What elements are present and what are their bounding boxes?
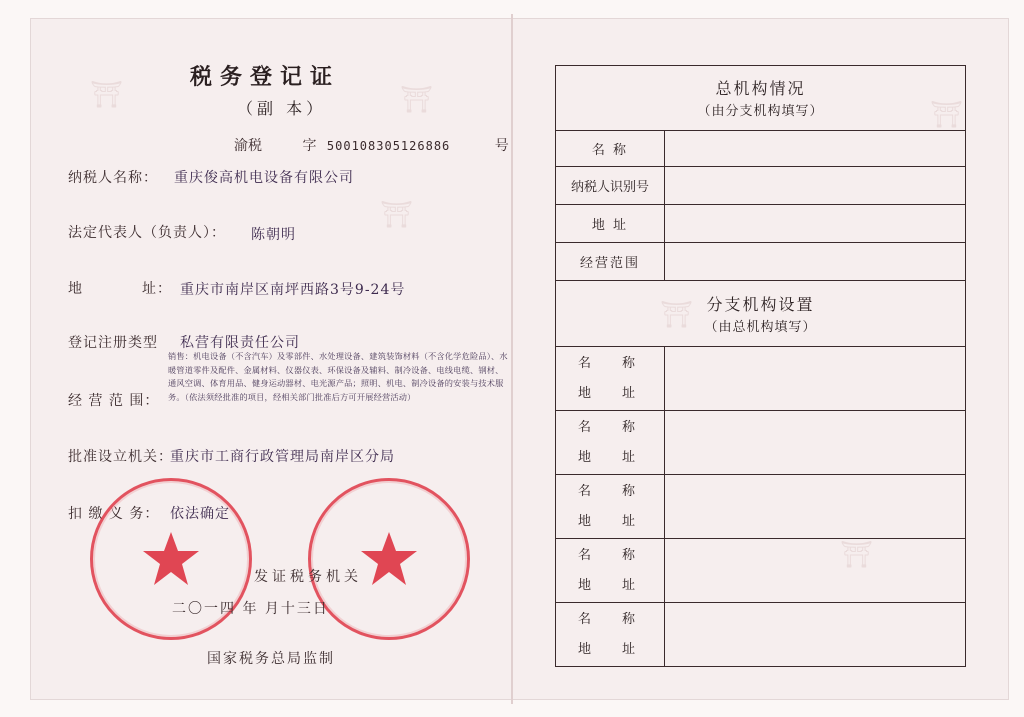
taxpayer-name: 重庆俊高机电设备有限公司 — [174, 170, 354, 186]
legal-rep-label: 法定代表人（负责人）： — [68, 225, 226, 241]
row-label: 经营范围 — [579, 256, 640, 271]
business-scope: 销售：机电设备（不含汽车）及零部件、水处理设备、建筑装饰材料（不含化学危险品）、水暖管道零件及配件、金属材料、仪器仪表、环保设备及辅料、制冷设备、电线电缆、钢材、通风空调、体育用品、健身运动器材、电光源产品；照明、机电、制冷设备的安装与技术服务。（依法须经批准的项目，经相关部门批准后方可开展经营活动） — [168, 351, 508, 402]
number-suffix: 号 — [494, 138, 509, 154]
certificate-title: 税务登记证 — [190, 64, 341, 90]
star-icon — [359, 529, 419, 589]
scope-label: 经 营 范 围： — [68, 393, 160, 409]
withholding-value: 依法确定 — [170, 506, 230, 522]
watermark-icon: ⛩ — [90, 80, 124, 110]
branch-info-table: 总机构情况 （由分支机构填写） 名 称 纳税人识别号 地 址 经营范围 分支机构设置 （由总机构填写） 名 称 地 址 名 称 地 址 名 称 地 址 名 称 地 址 名 称 地 址 — [555, 65, 966, 667]
address-label-a: 地 — [68, 281, 83, 297]
certificate-number: 500108305126886 — [326, 139, 451, 153]
watermark-icon: ⛩ — [380, 200, 414, 230]
watermark-icon: ⛩ — [660, 300, 694, 330]
approval-authority: 重庆市工商行政管理局南岸区分局 — [170, 449, 395, 465]
reg-type: 私营有限责任公司 — [180, 335, 300, 351]
address-value: 重庆市南岸区南坪西路3号9-24号 — [180, 282, 406, 298]
certificate-subtitle: （副 本） — [237, 99, 327, 118]
star-icon — [141, 529, 201, 589]
reg-type-label: 登记注册类型 — [68, 335, 158, 351]
number-char: 字 — [302, 138, 317, 154]
watermark-icon: ⛩ — [840, 540, 874, 570]
page-fold — [511, 14, 513, 704]
issuing-authority: 发证税务机关 — [254, 569, 362, 585]
approval-label: 批准设立机关： — [68, 449, 173, 465]
head-office-subtitle: （由分支机构填写） — [697, 104, 824, 119]
issue-date: 二〇一四 年 月十三日 — [172, 601, 329, 617]
supervision-note: 国家税务总局监制 — [207, 651, 335, 667]
taxpayer-name-label: 纳税人名称： — [68, 170, 158, 186]
withholding-label: 扣 缴 义 务： — [68, 506, 160, 522]
head-office-title: 总机构情况 — [715, 79, 806, 98]
branch-title: 分支机构设置 — [706, 295, 815, 314]
certificate-number-row — [234, 135, 515, 155]
legal-rep: 陈朝明 — [251, 227, 296, 243]
row-label: 纳税人识别号 — [570, 180, 649, 195]
address-label-b: 址： — [142, 281, 172, 297]
row-label: 地 址 — [591, 218, 629, 233]
number-prefix: 渝税 — [234, 138, 262, 154]
row-label: 名 称 — [591, 143, 629, 158]
watermark-icon: ⛩ — [930, 100, 964, 130]
watermark-icon: ⛩ — [400, 85, 434, 115]
local-tax-seal — [308, 478, 470, 640]
branch-subtitle: （由总机构填写） — [704, 320, 817, 335]
